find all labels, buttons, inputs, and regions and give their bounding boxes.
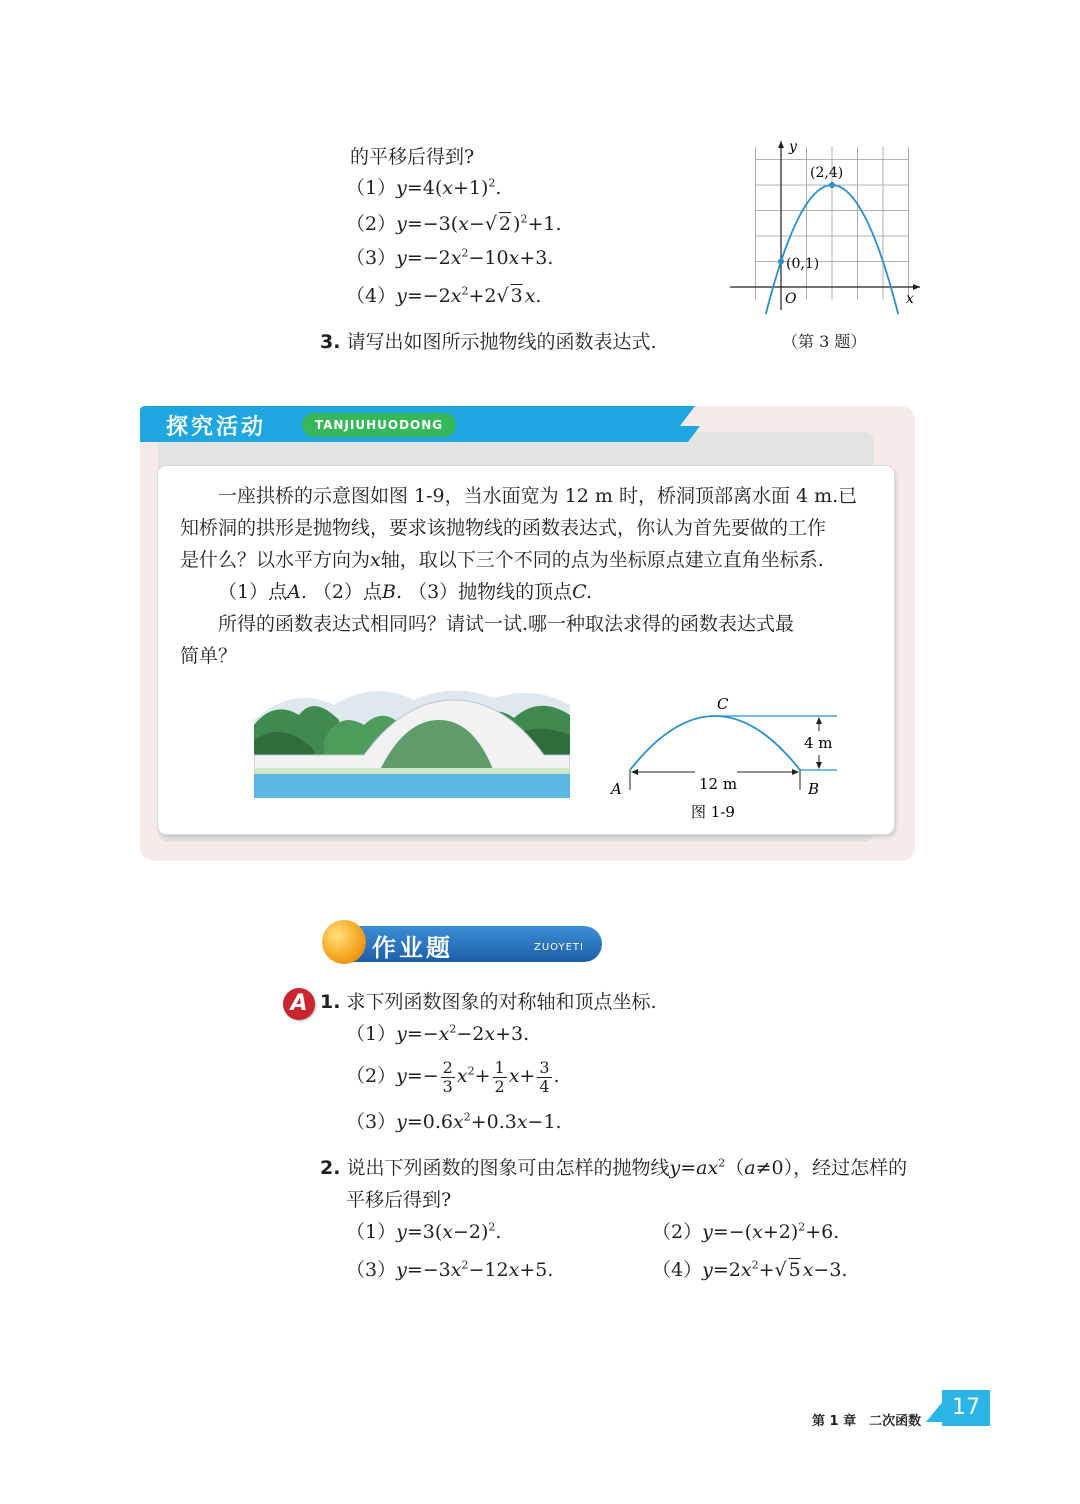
parabola-graph bbox=[725, 135, 925, 315]
y-axis-arrow bbox=[778, 141, 784, 148]
label-width: 12 m bbox=[699, 775, 738, 793]
hw-question-1: 1. 求下列函数图象的对称轴和顶点坐标. bbox=[320, 991, 657, 1013]
hw-q2-item-4: $(4)y=2x^2+√$ 5 x−3. bbox=[652, 1258, 848, 1281]
y-axis-label: y bbox=[789, 139, 797, 155]
x-axis-label: x bbox=[906, 291, 914, 307]
arch-curve bbox=[630, 716, 800, 770]
homework-subtitle: ZUOYETI bbox=[534, 942, 584, 953]
label-B: B bbox=[808, 780, 820, 798]
continued-text: 的平移后得到? bbox=[350, 146, 475, 168]
hw-question-2: 2. 说出下列函数的图象可由怎样的抛物线$y=ax^2(a\ne 0)$，经过怎样的 bbox=[320, 1156, 908, 1179]
label-height: 4 m bbox=[804, 734, 833, 752]
inquiry-subtitle: TANJIUHUODONG bbox=[302, 413, 456, 437]
inquiry-line-2: 知桥洞的拱形是抛物线，要求该抛物线的函数表达式，你认为首先要做的工作 bbox=[180, 517, 827, 539]
inquiry-line-1: 一座拱桥的示意图如图 1-9，当水面宽为 12 m 时，桥洞顶部离水面 4 m.已 bbox=[218, 485, 858, 507]
question-3: 3. 请写出如图所示抛物线的函数表达式. bbox=[320, 331, 657, 353]
hw-q2-item-2: $(2)y=-(x+2)^2+6$. bbox=[652, 1220, 840, 1243]
hw-q2-item-1: $(1)y=3(x-2)^2$. bbox=[346, 1220, 502, 1243]
level-a-badge: A bbox=[283, 988, 315, 1020]
x-axis-arrow bbox=[913, 284, 920, 290]
hw-q1-item-1: $(1)y=-x^2-2x+3$. bbox=[346, 1022, 530, 1045]
vertex-point bbox=[829, 182, 835, 188]
origin-label: O bbox=[785, 291, 797, 307]
hw-q1-item-3: $(3)y=0.6x^2+0.3x-1$. bbox=[346, 1110, 562, 1133]
y-intercept-point bbox=[778, 259, 784, 265]
inquiry-text bbox=[180, 480, 880, 672]
hw-question-2-line2: 平移后得到? bbox=[346, 1189, 452, 1211]
intercept-label: (0,1) bbox=[786, 256, 820, 272]
inquiry-line-5: 所得的函数表达式相同吗？请试一试.哪一种取法求得的函数表达式最 bbox=[218, 613, 795, 635]
graph-caption: （第 3 题） bbox=[782, 332, 867, 351]
inquiry-options: （1）点A. （2）点B. （3）抛物线的顶点C. bbox=[218, 581, 593, 603]
hw-q1-item-2: （2）y=− $\frac{2}{3}$ $x^2+$ $\frac{1}{2}$ x+ $\frac{3}{4}$ . bbox=[346, 1057, 560, 1096]
top-item-3: $(3)y=-2x^2-10x+3$. bbox=[346, 246, 554, 269]
arch-diagram bbox=[605, 690, 855, 830]
inquiry-title: 探究活动 bbox=[166, 415, 267, 440]
bridge-illustration bbox=[254, 680, 570, 798]
page-number: 17 bbox=[942, 1390, 990, 1426]
footer-chapter: 第 1 章 二次函数 bbox=[812, 1414, 922, 1429]
top-item-1: $(1)y=4(x+1)^2$. bbox=[346, 176, 502, 199]
vertex-label: (2,4) bbox=[810, 165, 844, 181]
top-item-2: （2）y=−3(x−√ 2 )$^2$+1. bbox=[346, 212, 562, 235]
label-C: C bbox=[717, 695, 729, 713]
inquiry-line-6: 简单？ bbox=[180, 645, 238, 667]
homework-title: 作业题 bbox=[372, 934, 453, 962]
top-item-4: $(4)y=-2x^2+2√$ 3 x. bbox=[346, 284, 542, 307]
label-A: A bbox=[611, 780, 622, 798]
figure-caption: 图 1-9 bbox=[691, 803, 735, 821]
homework-ball-icon bbox=[322, 920, 366, 964]
hw-q2-item-3: $(3)y=-3x^2-12x+5$. bbox=[346, 1258, 554, 1281]
inquiry-line-3: 是什么？以水平方向为x轴，取以下三个不同的点为坐标原点建立直角坐标系. bbox=[180, 549, 824, 571]
